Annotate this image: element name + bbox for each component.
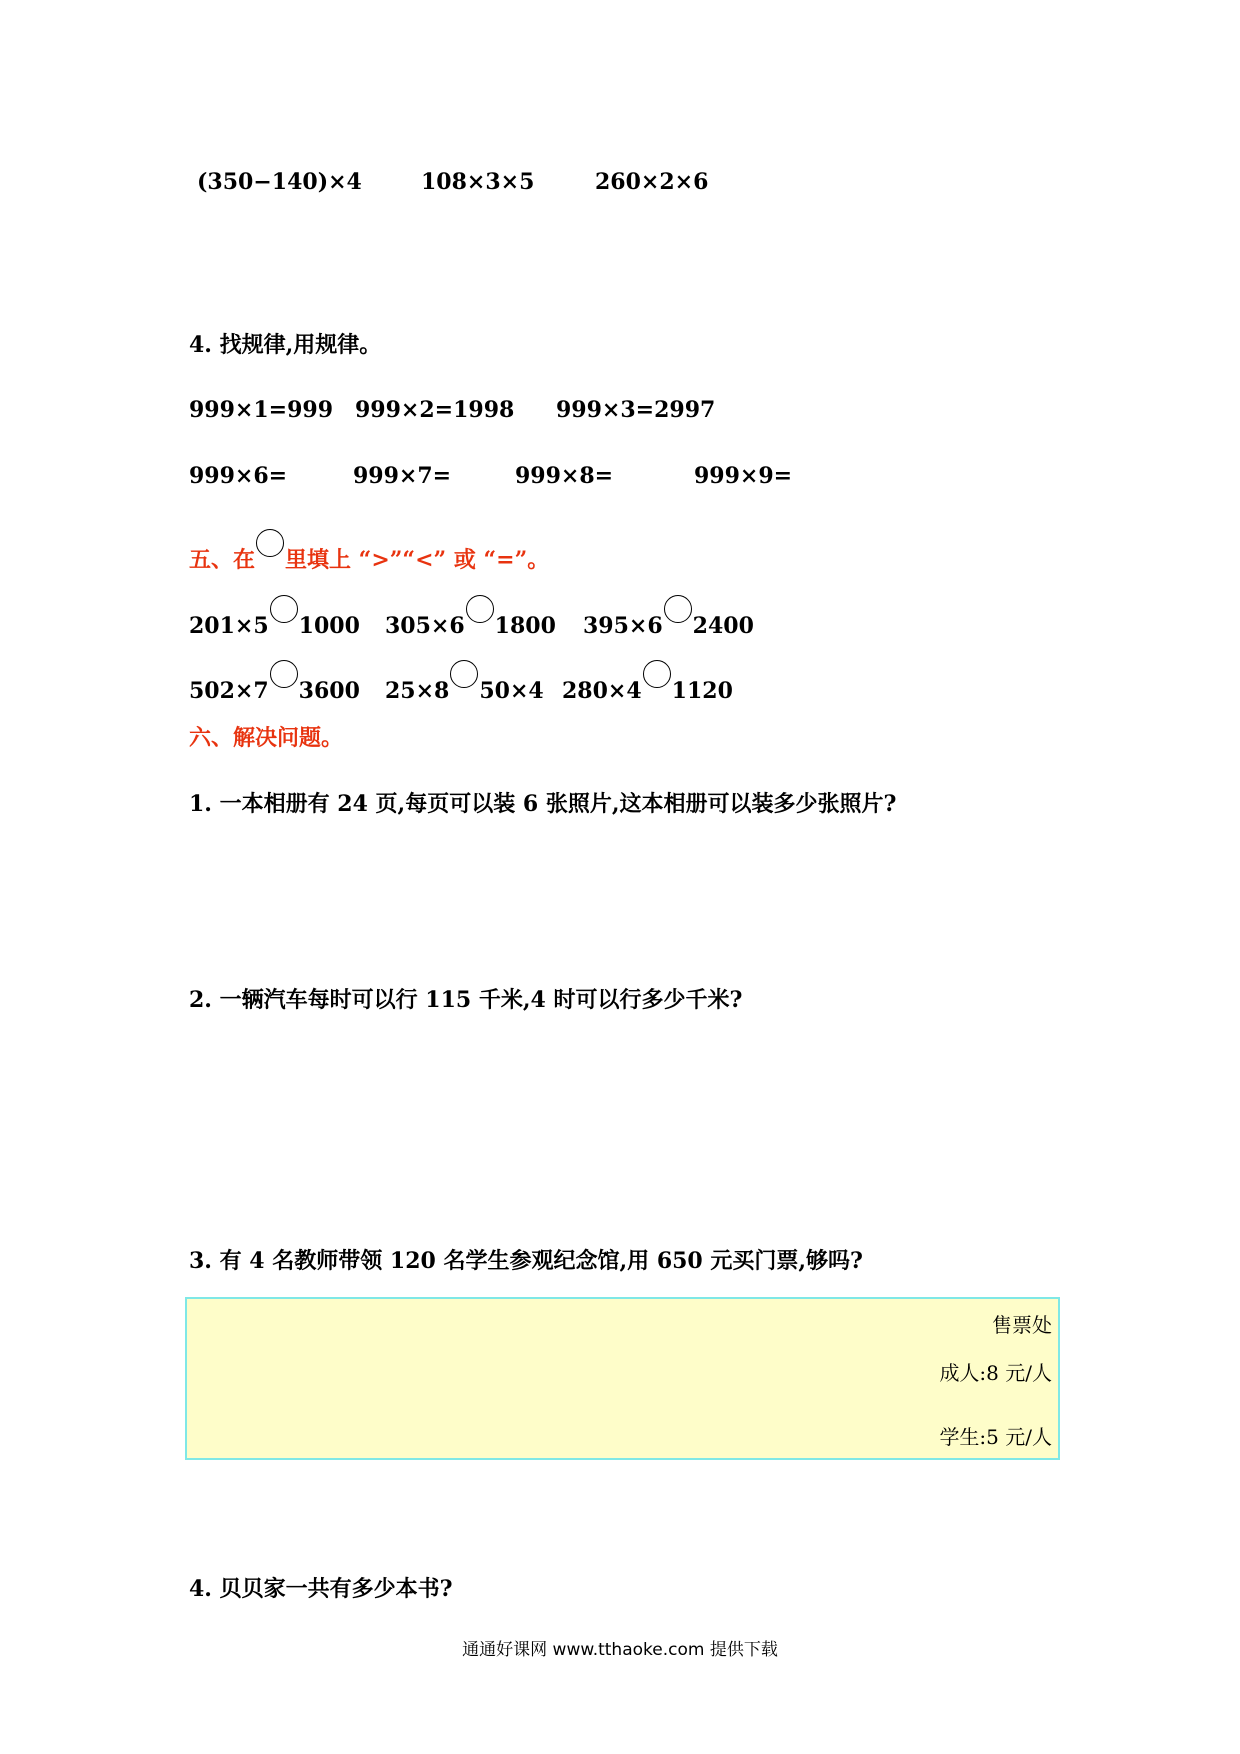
q4-title: 4. 找规律,用规律。 <box>189 332 382 358</box>
compare-left: 502×7 <box>189 678 269 704</box>
ticket-office-box <box>185 1297 1060 1460</box>
compare-item <box>385 660 544 706</box>
answer-circle[interactable] <box>270 595 298 623</box>
problem-2: 2. 一辆汽车每时可以行 115 千米,4 时可以行多少千米? <box>189 987 743 1013</box>
compare-item <box>583 595 754 641</box>
compare-item <box>189 660 360 706</box>
answer-circle[interactable] <box>270 660 298 688</box>
pattern-2-2: 999×7= <box>353 463 452 489</box>
section-6-title: 六、解决问题。 <box>189 725 344 751</box>
compare-left: 25×8 <box>385 678 450 704</box>
answer-circle[interactable] <box>643 660 671 688</box>
compare-right: 1000 <box>298 613 360 639</box>
calc-expr-2: 108×3×5 <box>421 169 535 195</box>
answer-circle[interactable] <box>466 595 494 623</box>
compare-right: 1800 <box>494 613 556 639</box>
compare-item <box>385 595 556 641</box>
compare-right: 3600 <box>298 678 360 704</box>
compare-left: 280×4 <box>562 678 642 704</box>
page-footer: 通通好课网 www.tthaoke.com 提供下载 <box>462 1640 778 1660</box>
pattern-1-3: 999×3=2997 <box>556 397 716 423</box>
ticket-adult-price: 成人:8 元/人 <box>939 1361 1052 1385</box>
compare-item <box>562 660 733 706</box>
section-5-title-after: 里填上 “>”“<” 或 “=”。 <box>285 547 550 573</box>
problem-3: 3. 有 4 名教师带领 120 名学生参观纪念馆,用 650 元买门票,够吗? <box>189 1248 863 1274</box>
answer-circle[interactable] <box>664 595 692 623</box>
calc-expr-3: 260×2×6 <box>595 169 709 195</box>
pattern-2-3: 999×8= <box>515 463 614 489</box>
section-5-title-before: 五、在 <box>189 547 256 573</box>
compare-right: 2400 <box>692 613 754 639</box>
problem-4: 4. 贝贝家一共有多少本书? <box>189 1576 453 1602</box>
problem-1: 1. 一本相册有 24 页,每页可以装 6 张照片,这本相册可以装多少张照片? <box>189 791 897 817</box>
compare-right: 50×4 <box>479 678 544 704</box>
compare-left: 201×5 <box>189 613 269 639</box>
answer-circle[interactable] <box>450 660 478 688</box>
compare-right: 1120 <box>671 678 733 704</box>
compare-left: 305×6 <box>385 613 465 639</box>
pattern-2-4: 999×9= <box>694 463 793 489</box>
ticket-student-price: 学生:5 元/人 <box>939 1425 1052 1449</box>
compare-circle-icon <box>256 529 284 557</box>
compare-left: 395×6 <box>583 613 663 639</box>
pattern-1-2: 999×2=1998 <box>355 397 515 423</box>
calc-expr-1: (350−140)×4 <box>197 169 362 195</box>
section-5-title <box>189 529 549 575</box>
ticket-header: 售票处 <box>992 1313 1052 1337</box>
compare-item <box>189 595 360 641</box>
pattern-2-1: 999×6= <box>189 463 288 489</box>
pattern-1-1: 999×1=999 <box>189 397 334 423</box>
